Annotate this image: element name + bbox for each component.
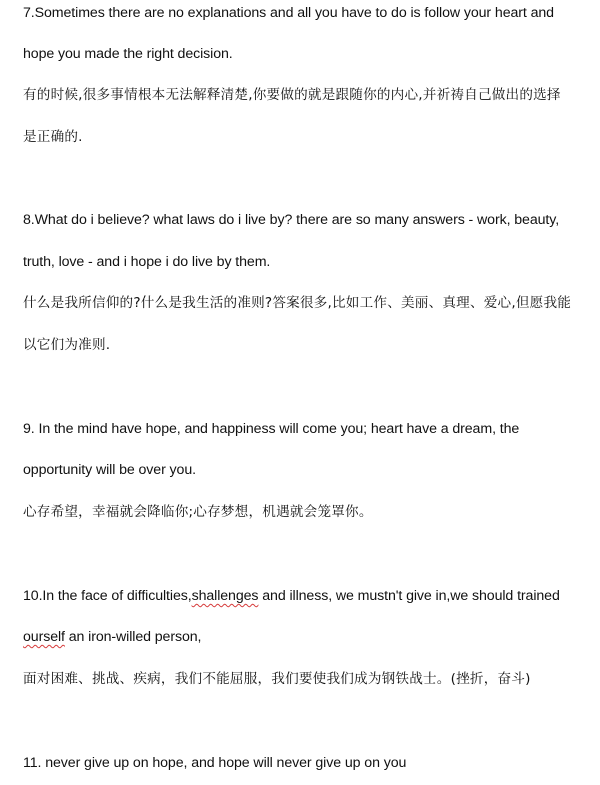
entry-10-text-part-d: an iron-willed person, xyxy=(64,629,202,645)
entry-10-english-line-2 xyxy=(23,628,592,646)
entry-9-chinese-line-1: 心存希望，幸福就会降临你;心存梦想，机遇就会笼罩你。 xyxy=(23,504,373,520)
entry-10-text-part-a: 10.In the face of difficulties, xyxy=(23,588,192,604)
entry-10-english-line-1 xyxy=(23,587,592,605)
entry-8-english-line-2: truth, love - and i hope i do live by them. xyxy=(23,254,271,270)
entry-9-english-line-2: opportunity will be over you. xyxy=(23,462,196,478)
entry-10-chinese-line-1: 面对困难、挑战、疾病，我们不能屈服，我们要使我们成为钢铁战士。(挫折，奋斗) xyxy=(23,671,531,687)
entry-8-chinese-line-2: 以它们为准则. xyxy=(23,337,111,353)
entry-9-english-line-1: 9. In the mind have hope, and happiness will come you; heart have a dream, the xyxy=(23,421,520,437)
entry-11-english-line-1: 11. never give up on hope, and hope will never give up on you xyxy=(23,755,407,771)
entry-8-chinese-line-1: 什么是我所信仰的?什么是我生活的准则?答案很多,比如工作、美丽、真理、爱心,但愿我能 xyxy=(23,295,572,311)
entry-7-english-line-2: hope you made the right decision. xyxy=(23,46,233,62)
entry-7-chinese-line-1: 有的时候,很多事情根本无法解释清楚,你要做的就是跟随你的内心,并祈祷自己做出的选择 xyxy=(23,87,561,103)
entry-7-english-line-1: 7.Sometimes there are no explanations and all you have to do is follow your heart and xyxy=(23,5,554,21)
entry-10-text-part-c: and illness, we mustn't give in,we should trained xyxy=(258,588,560,604)
entry-7-chinese-line-2: 是正确的. xyxy=(23,129,83,145)
spellcheck-word-shallenges: shallenges xyxy=(191,588,259,604)
spellcheck-word-ourself: ourself xyxy=(23,629,65,645)
entry-8-english-line-1: 8.What do i believe? what laws do i live by? there are so many answers - work, beauty, xyxy=(23,212,560,228)
